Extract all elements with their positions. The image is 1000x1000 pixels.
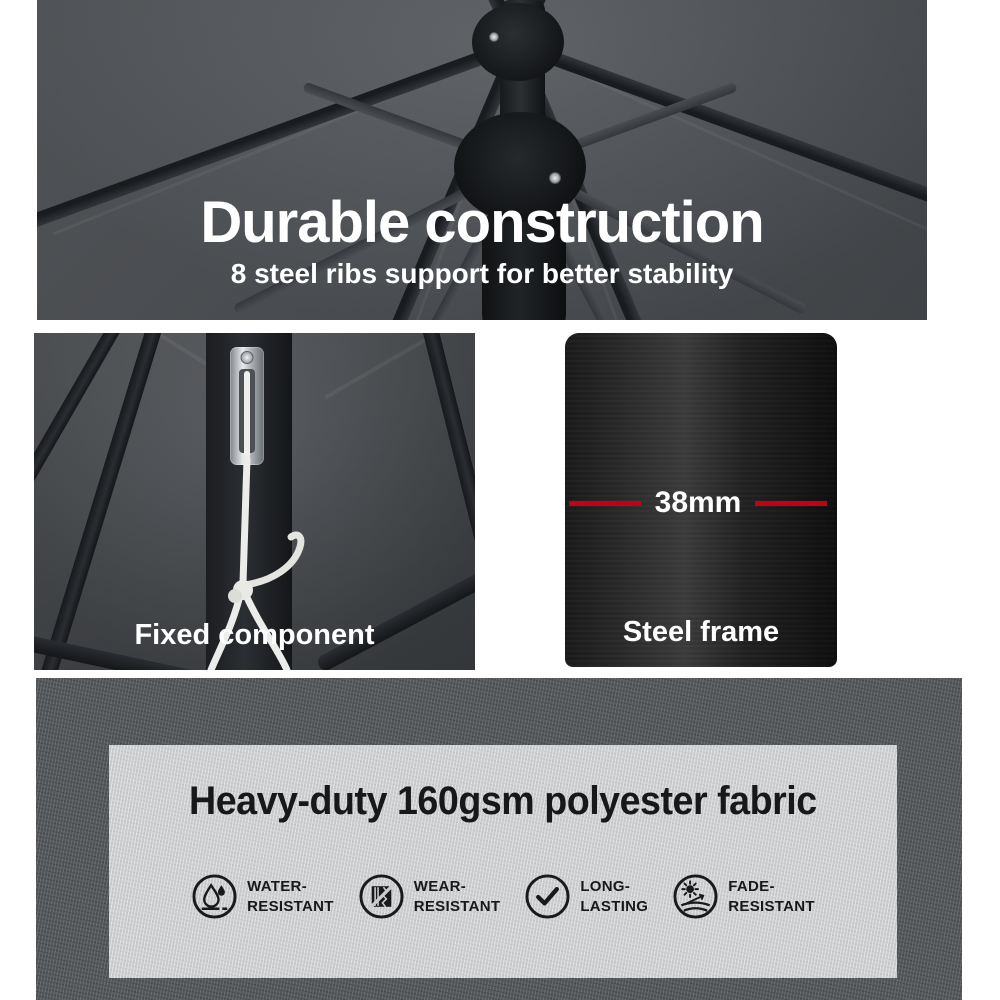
feature-label: WATER- RESISTANT	[247, 878, 334, 915]
fixed-component-label: Fixed component	[134, 619, 375, 651]
feature-water-resistant	[191, 873, 334, 920]
fabric-title: Heavy-duty 160gsm polyester fabric	[189, 779, 817, 823]
fixed-component-photo	[34, 333, 475, 670]
checkmark-icon	[524, 873, 571, 920]
water-drops-icon	[191, 873, 238, 920]
umbrella-underside-photo	[37, 0, 927, 320]
hub-screw	[549, 172, 561, 184]
fabric-texture-background	[36, 678, 962, 1000]
measure-line-right	[755, 501, 827, 506]
steel-frame-label: Steel frame	[622, 616, 780, 648]
feature-fade-resistant	[672, 873, 815, 920]
sun-fade-icon	[672, 873, 719, 920]
fabric-info-panel	[109, 745, 897, 978]
hub-screw	[489, 32, 499, 42]
umbrella-top-hub	[472, 3, 564, 81]
diameter-measurement	[569, 483, 827, 523]
durable-construction-subtitle: 8 steel ribs support for better stability	[230, 258, 734, 289]
measurement-value: 38mm	[654, 486, 742, 519]
feature-label: FADE- RESISTANT	[728, 878, 815, 915]
feature-label: WEAR- RESISTANT	[413, 878, 501, 915]
feature-long-lasting	[524, 873, 648, 920]
measure-line-left	[569, 501, 641, 506]
steel-frame-photo	[565, 333, 837, 667]
feature-badges-row	[109, 873, 897, 920]
durable-construction-title: Durable construction	[200, 190, 764, 255]
fabric-wear-icon	[358, 873, 405, 920]
feature-wear-resistant	[358, 873, 501, 920]
feature-label: LONG- LASTING	[580, 878, 649, 915]
